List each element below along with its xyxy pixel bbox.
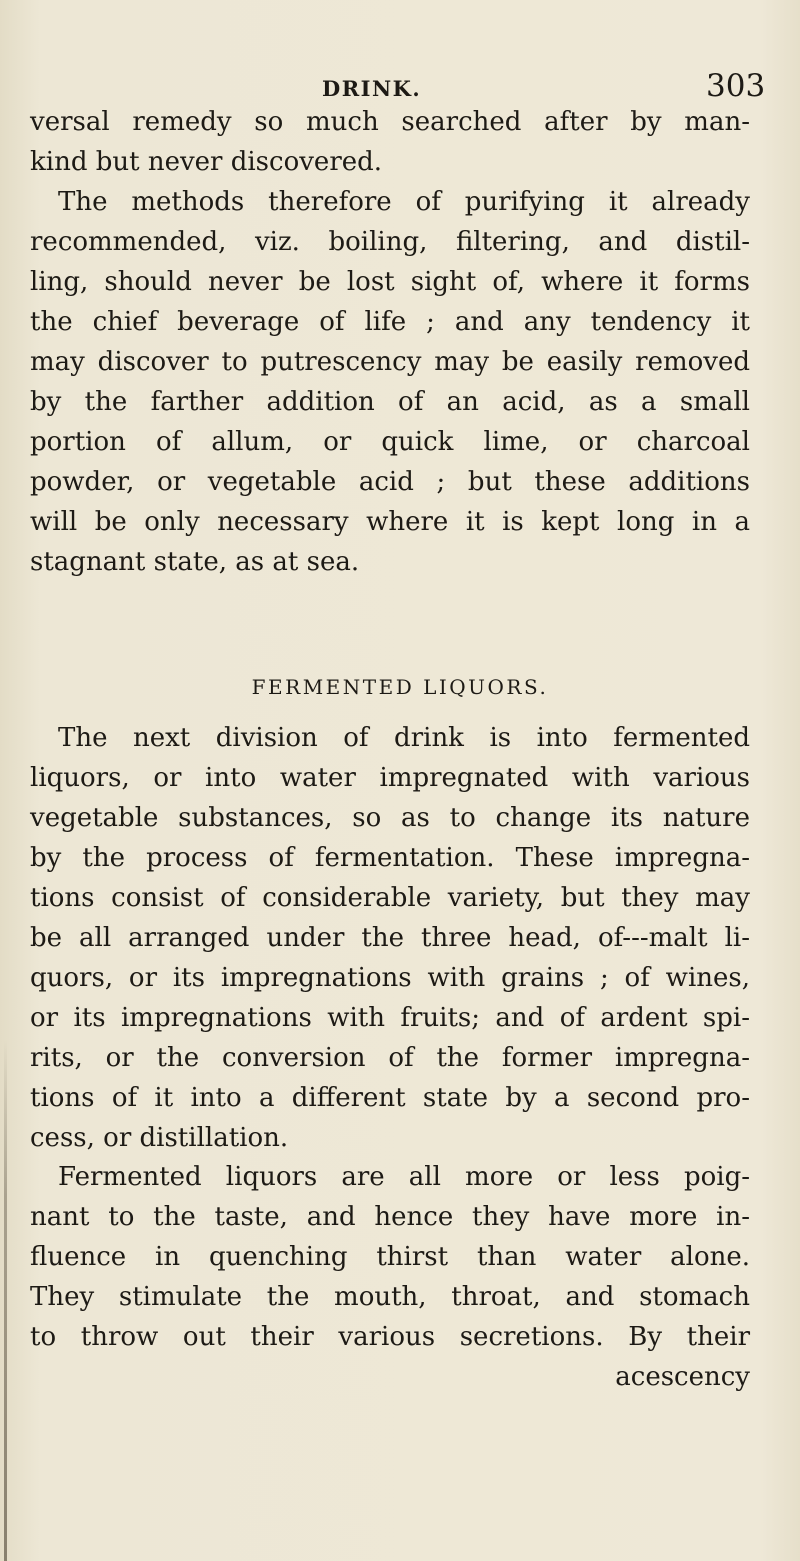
text-line: rits, or the conversion of the former impregna- xyxy=(30,1043,750,1073)
text-line: versal remedy so much searched after by man- xyxy=(30,107,750,137)
text-line: powder, or vegetable acid ; but these additions xyxy=(30,467,750,497)
text-line: They stimulate the mouth, throat, and stomach xyxy=(30,1282,750,1312)
text-line: to throw out their various secretions. By their xyxy=(30,1322,750,1352)
paragraph-methods xyxy=(30,182,750,582)
text-line: fluence in quenching thirst than water alone. xyxy=(30,1242,750,1272)
paragraph-fermented-intro xyxy=(30,718,750,1158)
text-line: the chief beverage of life ; and any tendency it xyxy=(30,307,750,337)
running-title: DRINK. xyxy=(322,76,422,101)
text-line: or its impregnations with fruits; and of ardent spi- xyxy=(30,1003,750,1033)
text-line: ling, should never be lost sight of, where it forms xyxy=(30,267,750,297)
text-line: quors, or its impregnations with grains ; of wines, xyxy=(30,963,750,993)
text-line: kind but never discovered. xyxy=(30,147,383,177)
text-line: vegetable substances, so as to change its nature xyxy=(30,803,750,833)
paragraph-fermented-effects xyxy=(30,1157,750,1397)
text-line: nant to the taste, and hence they have more in- xyxy=(30,1202,750,1232)
text-line: may discover to putrescency may be easily removed xyxy=(30,347,750,377)
text-line: The next division of drink is into fermented xyxy=(58,723,750,753)
text-line: Fermented liquors are all more or less poig- xyxy=(58,1162,750,1192)
text-line: liquors, or into water impregnated with various xyxy=(30,763,750,793)
text-line: portion of allum, or quick lime, or charcoal xyxy=(30,427,750,457)
text-line: tions consist of considerable variety, but they may xyxy=(30,883,750,913)
section-heading: FERMENTED LIQUORS. xyxy=(251,675,549,699)
paragraph-continued xyxy=(30,102,750,182)
text-line: cess, or distillation. xyxy=(30,1123,289,1153)
catchword: acescency xyxy=(615,1362,750,1392)
text-line: be all arranged under the three head, of---malt li- xyxy=(30,923,750,953)
text-line: recommended, viz. boiling, filtering, and distil- xyxy=(30,227,750,257)
text-line: by the farther addition of an acid, as a small xyxy=(30,387,750,417)
text-line: The methods therefore of purifying it already xyxy=(58,187,750,217)
text-line: stagnant state, as at sea. xyxy=(30,547,360,577)
page-number: 303 xyxy=(706,68,766,104)
text-line: by the process of fermentation. These impregna- xyxy=(30,843,750,873)
page-gutter-shadow xyxy=(4,1040,7,1561)
text-line: tions of it into a different state by a second pro- xyxy=(30,1083,750,1113)
text-line: will be only necessary where it is kept long in a xyxy=(30,507,750,537)
